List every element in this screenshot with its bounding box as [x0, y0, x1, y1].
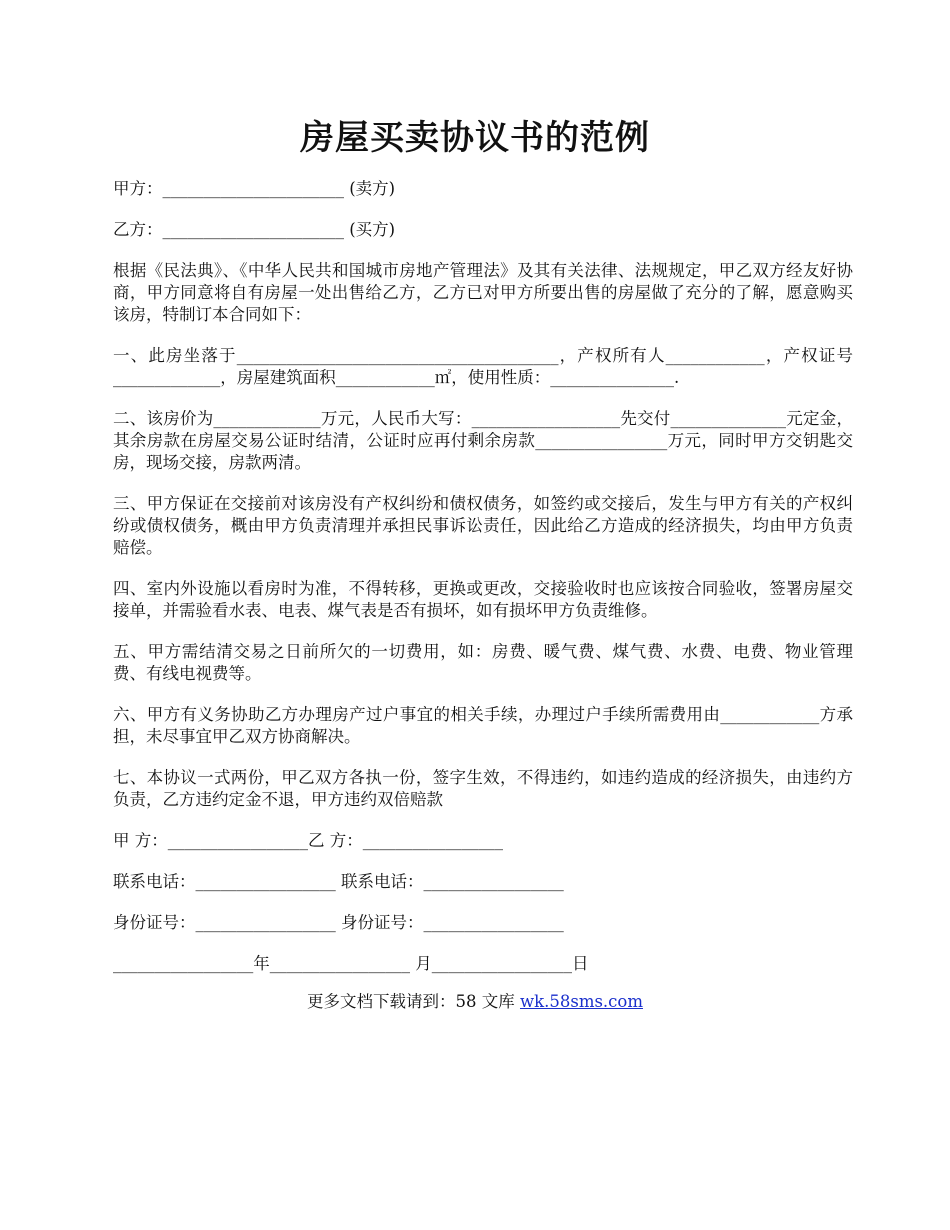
footer-link[interactable]: wk.58sms.com [519, 992, 643, 1011]
clause-6: 六、甲方有义务协助乙方办理房产过户事宜的相关手续，办理过户手续所需费用由____________方承担，未尽事宜甲乙双方协商解决。 [113, 705, 853, 746]
footer [0, 988, 950, 1012]
clause-5: 五、甲方需结清交易之日前所欠的一切费用，如：房费、暖气费、煤气费、水费、电费、物业管理费、有线电视费等。 [113, 642, 853, 683]
clause-3: 三、甲方保证在交接前对该房没有产权纠纷和债权债务，如签约或交接后，发生与甲方有关的产权纠纷或债权债务，概由甲方负责清理并承担民事诉讼责任，因此给乙方造成的经济损失，均由甲方负责赔偿。 [113, 494, 853, 557]
clause-7: 七、本协议一式两份，甲乙双方各执一份，签字生效，不得违约，如违约造成的经济损失，由违约方负责，乙方违约定金不退，甲方违约双倍赔款 [113, 768, 853, 809]
clause-4: 四、室内外设施以看房时为准，不得转移，更换或更改，交接验收时也应该按合同验收，签署房屋交接单，并需验看水表、电表、煤气表是否有损坏，如有损坏甲方负责维修。 [113, 579, 853, 620]
date-line: _________________年_________________ 月_________________日 [113, 954, 589, 973]
signature-line: 甲 方：_________________乙 方：_________________ [113, 831, 503, 850]
clause-2: 二、该房价为_____________万元，人民币大写：__________________先交付______________元定金，其余房款在房屋交易公证时结清，公证时应再付剩余房款________________万元，同时甲方交钥匙交房，现场交接，房款两清。 [113, 409, 853, 472]
footer-text: 更多文档下载请到：58 文库 [306, 992, 520, 1011]
party-a-line: 甲方：______________________ (卖方) [113, 179, 396, 198]
page-title: 房屋买卖协议书的范例 [300, 118, 650, 158]
phone-line: 联系电话：_________________ 联系电话：_________________ [113, 872, 564, 891]
id-number-line: 身份证号：_________________ 身份证号：_________________ [113, 913, 564, 932]
document-body [113, 178, 853, 994]
clause-1: 一、此房坐落于_______________________________________，产权所有人____________，产权证号_____________，房屋建筑面积____________㎡，使用性质：_______________. [113, 346, 853, 387]
party-b-line: 乙方：______________________ (买方) [113, 220, 396, 239]
preamble-paragraph: 根据《民法典》、《中华人民共和国城市房地产管理法》及其有关法律、法规规定，甲乙双方经友好协商，甲方同意将自有房屋一处出售给乙方，乙方已对甲方所要出售的房屋做了充分的了解，愿意购买该房，特制订本合同如下： [113, 261, 853, 324]
